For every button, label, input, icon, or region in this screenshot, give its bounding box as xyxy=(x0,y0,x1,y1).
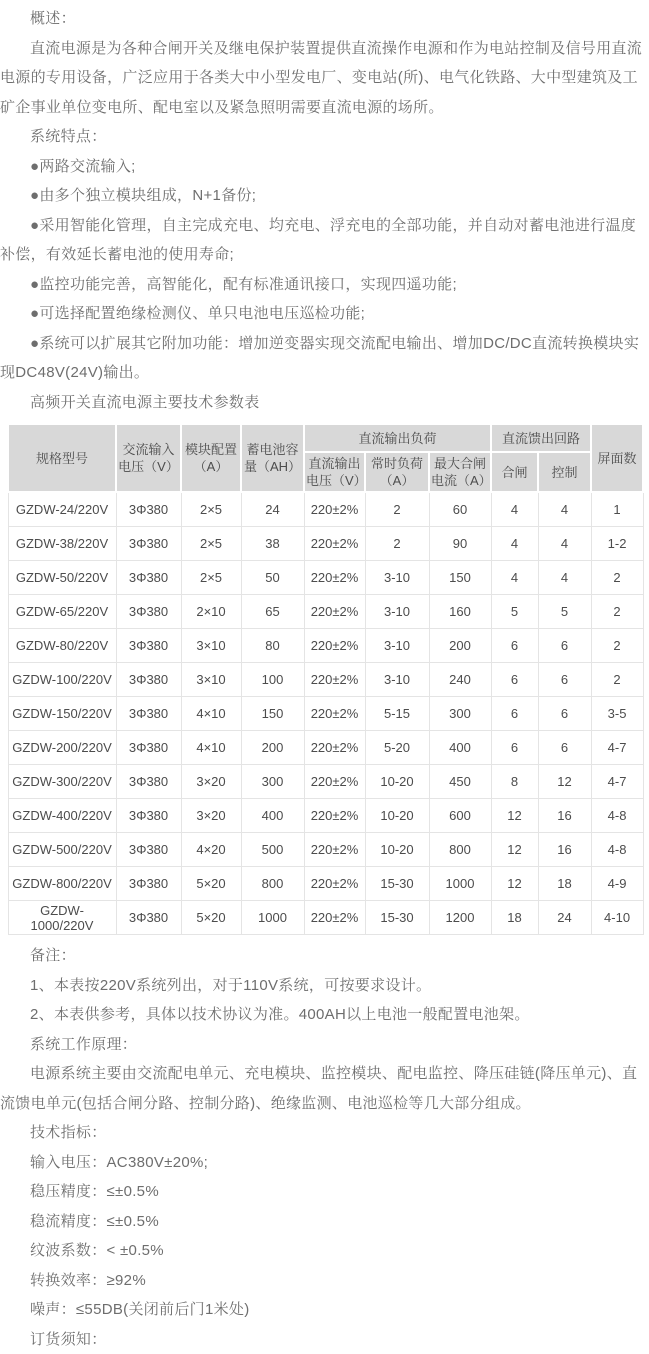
table-cell: 4-9 xyxy=(591,867,643,901)
table-cell: 220±2% xyxy=(304,799,365,833)
table-cell: 200 xyxy=(429,629,491,663)
table-cell: 3Φ380 xyxy=(116,629,181,663)
table-cell: 400 xyxy=(429,731,491,765)
header-max-closing-current: 最大合闸电流（A） xyxy=(429,452,491,492)
spec-item: 稳流精度：≤±0.5% xyxy=(0,1207,649,1237)
table-cell: 6 xyxy=(491,731,538,765)
table-cell: 3-5 xyxy=(591,697,643,731)
table-cell: 220±2% xyxy=(304,731,365,765)
table-cell: 5-15 xyxy=(365,697,429,731)
table-cell: 3×10 xyxy=(181,663,241,697)
table-cell: 4×10 xyxy=(181,697,241,731)
table-cell: 2 xyxy=(591,561,643,595)
table-cell: 90 xyxy=(429,527,491,561)
table-cell: 1-2 xyxy=(591,527,643,561)
table-cell: 220±2% xyxy=(304,527,365,561)
table-cell: 16 xyxy=(538,799,591,833)
spec-item: 纹波系数：< ±0.5% xyxy=(0,1236,649,1266)
table-cell: 10-20 xyxy=(365,799,429,833)
table-cell: 150 xyxy=(429,561,491,595)
table-cell: 3Φ380 xyxy=(116,561,181,595)
table-cell: GZDW-200/220V xyxy=(8,731,116,765)
header-group-dc-feed-circuit: 直流馈出回路 xyxy=(491,424,591,452)
spec-item: 噪声：≤55DB(关闭前后门1米处) xyxy=(0,1295,649,1325)
table-cell: 5×20 xyxy=(181,901,241,935)
table-cell: 12 xyxy=(491,833,538,867)
table-cell: 6 xyxy=(491,697,538,731)
table-cell: 1000 xyxy=(241,901,304,935)
table-cell: 5 xyxy=(491,595,538,629)
feature-item: ●由多个独立模块组成，N+1备份; xyxy=(0,181,649,211)
table-cell: 2 xyxy=(365,527,429,561)
note-item: 2、本表供参考，具体以技术协议为准。400AH以上电池一般配置电池架。 xyxy=(0,1000,649,1030)
table-cell: GZDW-500/220V xyxy=(8,833,116,867)
table-cell: GZDW-38/220V xyxy=(8,527,116,561)
table-cell: 220±2% xyxy=(304,901,365,935)
table-cell: 2×10 xyxy=(181,595,241,629)
table-cell: 4×10 xyxy=(181,731,241,765)
table-cell: GZDW-800/220V xyxy=(8,867,116,901)
table-cell: 500 xyxy=(241,833,304,867)
header-control: 控制 xyxy=(538,452,591,492)
header-ac-input-voltage: 交流输入电压（V） xyxy=(116,424,181,492)
table-cell: 600 xyxy=(429,799,491,833)
table-cell: GZDW-150/220V xyxy=(8,697,116,731)
table-cell: 4 xyxy=(491,561,538,595)
table-row xyxy=(8,867,643,901)
header-normal-load: 常时负荷（A） xyxy=(365,452,429,492)
table-cell: 6 xyxy=(491,663,538,697)
table-row xyxy=(8,492,643,527)
parameters-table xyxy=(7,423,644,935)
table-cell: 2×5 xyxy=(181,561,241,595)
table-row xyxy=(8,901,643,935)
table-cell: 3Φ380 xyxy=(116,799,181,833)
table-cell: 38 xyxy=(241,527,304,561)
table-cell: 4 xyxy=(491,492,538,527)
table-row xyxy=(8,595,643,629)
table-cell: 3Φ380 xyxy=(116,663,181,697)
table-cell: 4-7 xyxy=(591,731,643,765)
table-cell: 300 xyxy=(429,697,491,731)
table-cell: 3×20 xyxy=(181,765,241,799)
table-cell: 3-10 xyxy=(365,663,429,697)
table-cell: 3×10 xyxy=(181,629,241,663)
table-cell: 4-7 xyxy=(591,765,643,799)
table-cell: 3Φ380 xyxy=(116,867,181,901)
table-cell: 4-8 xyxy=(591,833,643,867)
table-row xyxy=(8,731,643,765)
feature-item: ●两路交流输入; xyxy=(0,152,649,182)
table-cell: GZDW-65/220V xyxy=(8,595,116,629)
notes-heading: 备注： xyxy=(0,941,649,971)
table-cell: 450 xyxy=(429,765,491,799)
table-cell: 220±2% xyxy=(304,867,365,901)
table-cell: 4 xyxy=(538,561,591,595)
table-cell: 2×5 xyxy=(181,492,241,527)
specs-list xyxy=(0,1148,649,1325)
notes-list xyxy=(0,971,649,1030)
table-cell: 2 xyxy=(591,629,643,663)
table-cell: GZDW-300/220V xyxy=(8,765,116,799)
table-cell: 220±2% xyxy=(304,765,365,799)
table-cell: 15-30 xyxy=(365,901,429,935)
table-cell: 10-20 xyxy=(365,765,429,799)
table-cell: 5-20 xyxy=(365,731,429,765)
table-row xyxy=(8,765,643,799)
table-cell: 8 xyxy=(491,765,538,799)
table-cell: GZDW-80/220V xyxy=(8,629,116,663)
table-cell: 3Φ380 xyxy=(116,492,181,527)
table-cell: 220±2% xyxy=(304,833,365,867)
table-cell: 4×20 xyxy=(181,833,241,867)
table-body xyxy=(8,492,643,935)
table-cell: 200 xyxy=(241,731,304,765)
table-cell: 65 xyxy=(241,595,304,629)
table-cell: 4 xyxy=(538,492,591,527)
header-closing: 合闸 xyxy=(491,452,538,492)
table-cell: 18 xyxy=(538,867,591,901)
table-cell: 16 xyxy=(538,833,591,867)
table-cell: 3Φ380 xyxy=(116,697,181,731)
principle-heading: 系统工作原理： xyxy=(0,1030,649,1060)
table-cell: 80 xyxy=(241,629,304,663)
table-cell: 12 xyxy=(538,765,591,799)
table-cell: 3-10 xyxy=(365,561,429,595)
table-cell: 5 xyxy=(538,595,591,629)
table-cell: 3Φ380 xyxy=(116,833,181,867)
table-cell: 10-20 xyxy=(365,833,429,867)
table-cell: 220±2% xyxy=(304,629,365,663)
table-cell: 300 xyxy=(241,765,304,799)
overview-body: 直流电源是为各种合闸开关及继电保护装置提供直流操作电源和作为电站控制及信号用直流电源的专用设备，广泛应用于各类大中小型发电厂、变电站(所)、电气化铁路、大中型建筑及工矿企事业单位变电所、配电室以及紧急照明需要直流电源的场所。 xyxy=(0,34,649,123)
table-title: 高频开关直流电源主要技术参数表 xyxy=(0,388,649,418)
table-cell: 2 xyxy=(591,595,643,629)
table-row xyxy=(8,663,643,697)
specs-heading: 技术指标： xyxy=(0,1118,649,1148)
header-group-dc-output-load: 直流输出负荷 xyxy=(304,424,491,452)
feature-item: ●可选择配置绝缘检测仪、单只电池电压巡检功能; xyxy=(0,299,649,329)
feature-item: ●系统可以扩展其它附加功能：增加逆变器实现交流配电输出、增加DC/DC直流转换模块实现DC48V(24V)输出。 xyxy=(0,329,649,388)
table-cell: 160 xyxy=(429,595,491,629)
principle-body: 电源系统主要由交流配电单元、充电模块、监控模块、配电监控、降压硅链(降压单元)、直流馈电单元(包括合闸分路、控制分路)、绝缘监测、电池巡检等几大部分组成。 xyxy=(0,1059,649,1118)
table-cell: 3-10 xyxy=(365,629,429,663)
feature-item: ●监控功能完善，高智能化，配有标准通讯接口，实现四遥功能; xyxy=(0,270,649,300)
table-cell: 1000 xyxy=(429,867,491,901)
overview-heading: 概述： xyxy=(0,4,649,34)
table-cell: 24 xyxy=(538,901,591,935)
header-dc-output-voltage: 直流输出电压（V） xyxy=(304,452,365,492)
table-cell: GZDW-1000/220V xyxy=(8,901,116,935)
header-battery-capacity: 蓄电池容量（AH） xyxy=(241,424,304,492)
table-cell: 220±2% xyxy=(304,595,365,629)
table-cell: 6 xyxy=(491,629,538,663)
table-cell: 6 xyxy=(538,629,591,663)
table-cell: 220±2% xyxy=(304,663,365,697)
table-row xyxy=(8,833,643,867)
table-cell: 800 xyxy=(241,867,304,901)
table-cell: 100 xyxy=(241,663,304,697)
table-row xyxy=(8,527,643,561)
table-cell: 3Φ380 xyxy=(116,731,181,765)
table-cell: 6 xyxy=(538,663,591,697)
table-cell: GZDW-50/220V xyxy=(8,561,116,595)
table-cell: GZDW-100/220V xyxy=(8,663,116,697)
header-panel-count: 屏面数 xyxy=(591,424,643,492)
table-row xyxy=(8,561,643,595)
table-cell: 3×20 xyxy=(181,799,241,833)
spec-item: 稳压精度：≤±0.5% xyxy=(0,1177,649,1207)
table-cell: 3Φ380 xyxy=(116,901,181,935)
table-cell: 60 xyxy=(429,492,491,527)
table-cell: 18 xyxy=(491,901,538,935)
table-cell: 1200 xyxy=(429,901,491,935)
table-cell: 150 xyxy=(241,697,304,731)
table-row xyxy=(8,629,643,663)
table-row xyxy=(8,799,643,833)
table-cell: 800 xyxy=(429,833,491,867)
table-cell: 4-8 xyxy=(591,799,643,833)
table-cell: 4 xyxy=(491,527,538,561)
table-cell: GZDW-400/220V xyxy=(8,799,116,833)
table-cell: 220±2% xyxy=(304,492,365,527)
table-cell: 2 xyxy=(591,663,643,697)
table-cell: 220±2% xyxy=(304,561,365,595)
table-cell: 12 xyxy=(491,867,538,901)
features-list xyxy=(0,152,649,388)
table-header xyxy=(8,424,643,492)
table-cell: 240 xyxy=(429,663,491,697)
table-cell: 3Φ380 xyxy=(116,765,181,799)
table-cell: 1 xyxy=(591,492,643,527)
table-cell: 4-10 xyxy=(591,901,643,935)
header-spec-model: 规格型号 xyxy=(8,424,116,492)
spec-item: 转换效率：≥92% xyxy=(0,1266,649,1296)
table-cell: 15-30 xyxy=(365,867,429,901)
header-module-config: 模块配置（A） xyxy=(181,424,241,492)
table-cell: 2×5 xyxy=(181,527,241,561)
table-row xyxy=(8,697,643,731)
table-cell: GZDW-24/220V xyxy=(8,492,116,527)
table-cell: 3Φ380 xyxy=(116,527,181,561)
feature-item: ●采用智能化管理，自主完成充电、均充电、浮充电的全部功能，并自动对蓄电池进行温度补偿，有效延长蓄电池的使用寿命; xyxy=(0,211,649,270)
spec-item: 输入电压：AC380V±20%; xyxy=(0,1148,649,1178)
features-heading: 系统特点： xyxy=(0,122,649,152)
note-item: 1、本表按220V系统列出，对于110V系统，可按要求设计。 xyxy=(0,971,649,1001)
table-cell: 6 xyxy=(538,697,591,731)
table-cell: 24 xyxy=(241,492,304,527)
table-cell: 5×20 xyxy=(181,867,241,901)
ordering-heading: 订货须知： xyxy=(0,1325,649,1354)
table-cell: 6 xyxy=(538,731,591,765)
table-cell: 2 xyxy=(365,492,429,527)
table-cell: 4 xyxy=(538,527,591,561)
table-cell: 400 xyxy=(241,799,304,833)
table-cell: 3Φ380 xyxy=(116,595,181,629)
table-cell: 50 xyxy=(241,561,304,595)
table-cell: 3-10 xyxy=(365,595,429,629)
table-cell: 12 xyxy=(491,799,538,833)
table-cell: 220±2% xyxy=(304,697,365,731)
